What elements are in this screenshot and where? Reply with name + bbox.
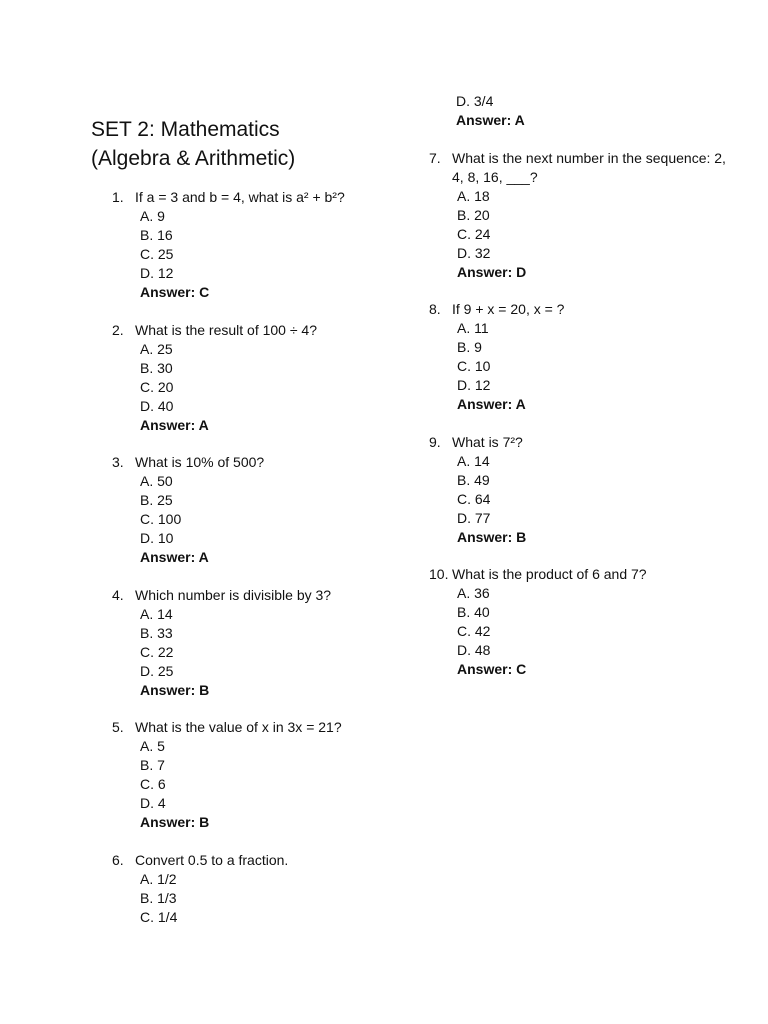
question-7 <box>429 149 729 282</box>
option-list <box>112 605 392 700</box>
option-c: C. 20 <box>140 378 174 395</box>
option-list <box>112 207 392 302</box>
question-8 <box>429 300 729 414</box>
option-list <box>112 472 392 567</box>
question-number: 8. <box>429 301 441 317</box>
question-text: What is 7²? <box>452 433 523 450</box>
question-stem <box>429 149 729 187</box>
question-stem <box>429 433 729 452</box>
option-a: A. 36 <box>457 585 490 601</box>
question-9 <box>429 433 729 547</box>
title-line-2: (Algebra & Arithmetic) <box>91 147 296 170</box>
answer-key: Answer: A <box>140 549 209 565</box>
answer-key: Answer: C <box>140 284 210 300</box>
option-list <box>429 319 729 414</box>
question-stem <box>112 586 392 605</box>
question-number: 3. <box>112 454 124 470</box>
question-4 <box>112 586 392 700</box>
option-d: D. 25 <box>140 662 174 679</box>
title-line-1: SET 2: Mathematics <box>91 118 280 141</box>
option-d: D. 40 <box>140 397 174 414</box>
option-c: C. 22 <box>140 643 174 660</box>
question-text: If a = 3 and b = 4, what is a² + b²? <box>135 189 345 205</box>
question-3 <box>112 453 392 567</box>
question-stem <box>112 321 392 340</box>
question-number: 7. <box>429 149 441 166</box>
question-number: 1. <box>112 189 124 205</box>
option-d: D. 48 <box>457 642 491 658</box>
option-a: A. 25 <box>140 340 173 357</box>
option-b: B. 33 <box>140 624 173 641</box>
option-d: D. 10 <box>140 530 174 546</box>
question-stem <box>112 851 392 870</box>
question-text: What is the next number in the sequence: 2, 4, 8, 16, ___? <box>452 149 726 185</box>
option-d: D. 3/4 <box>456 93 494 109</box>
option-b: B. 30 <box>140 359 173 376</box>
question-10 <box>429 565 729 679</box>
question-text: If 9 + x = 20, x = ? <box>452 301 565 317</box>
left-column <box>112 188 392 945</box>
question-number: 5. <box>112 719 124 735</box>
right-column <box>429 92 729 698</box>
question-stem <box>112 453 392 472</box>
question-text: What is the result of 100 ÷ 4? <box>135 321 317 338</box>
option-list <box>112 340 392 435</box>
option-b: B. 9 <box>457 339 482 355</box>
question-number: 6. <box>112 851 124 868</box>
option-d: D. 32 <box>457 244 491 261</box>
option-c: C. 25 <box>140 246 174 262</box>
option-b: B. 7 <box>140 757 165 773</box>
option-list <box>429 584 729 679</box>
option-b: B. 49 <box>457 471 490 488</box>
option-b: B. 1/3 <box>140 889 177 906</box>
question-number: 9. <box>429 433 441 450</box>
option-b: B. 25 <box>140 492 173 508</box>
answer-key: Answer: A <box>457 396 526 412</box>
question-6-continued <box>429 92 729 130</box>
answer-key: Answer: B <box>140 814 210 830</box>
question-stem <box>429 565 729 584</box>
option-c: C. 24 <box>457 225 491 242</box>
answer-key: Answer: B <box>457 528 527 545</box>
page-title <box>91 115 391 173</box>
option-b: B. 20 <box>457 206 490 223</box>
option-a: A. 18 <box>457 187 490 204</box>
option-c: C. 42 <box>457 623 491 639</box>
option-list <box>112 737 392 832</box>
option-a: A. 1/2 <box>140 870 177 887</box>
answer-key: Answer: A <box>456 112 525 128</box>
question-6 <box>112 851 392 927</box>
option-a: A. 50 <box>140 473 173 489</box>
option-a: A. 9 <box>140 208 165 224</box>
option-d: D. 12 <box>140 265 174 281</box>
option-c: C. 64 <box>457 490 491 507</box>
option-c: C. 100 <box>140 511 182 527</box>
question-text: What is the value of x in 3x = 21? <box>135 719 342 735</box>
answer-key: Answer: D <box>457 263 527 280</box>
question-stem <box>429 300 729 319</box>
answer-key: Answer: B <box>140 681 210 698</box>
option-list <box>112 870 392 927</box>
question-2 <box>112 321 392 435</box>
question-number: 10. <box>429 566 449 582</box>
option-a: A. 14 <box>457 452 490 469</box>
option-d: D. 12 <box>457 377 491 393</box>
option-c: C. 1/4 <box>140 908 178 925</box>
option-c: C. 10 <box>457 358 491 374</box>
option-list <box>429 187 729 282</box>
question-stem <box>112 718 392 737</box>
answer-key: Answer: C <box>457 661 527 677</box>
option-c: C. 6 <box>140 776 166 792</box>
option-d: D. 77 <box>457 509 491 526</box>
question-stem <box>112 188 392 207</box>
question-text: What is 10% of 500? <box>135 454 265 470</box>
question-number: 4. <box>112 586 124 603</box>
option-a: A. 14 <box>140 605 173 622</box>
question-1 <box>112 188 392 302</box>
option-d: D. 4 <box>140 795 166 811</box>
question-text: Convert 0.5 to a fraction. <box>135 851 289 868</box>
option-a: A. 11 <box>457 320 489 336</box>
option-a: A. 5 <box>140 738 165 754</box>
question-number: 2. <box>112 321 124 338</box>
option-b: B. 40 <box>457 604 490 620</box>
question-text: What is the product of 6 and 7? <box>452 566 647 582</box>
option-b: B. 16 <box>140 227 173 243</box>
question-text: Which number is divisible by 3? <box>135 586 332 603</box>
question-5 <box>112 718 392 832</box>
option-list <box>429 452 729 547</box>
answer-key: Answer: A <box>140 416 209 433</box>
